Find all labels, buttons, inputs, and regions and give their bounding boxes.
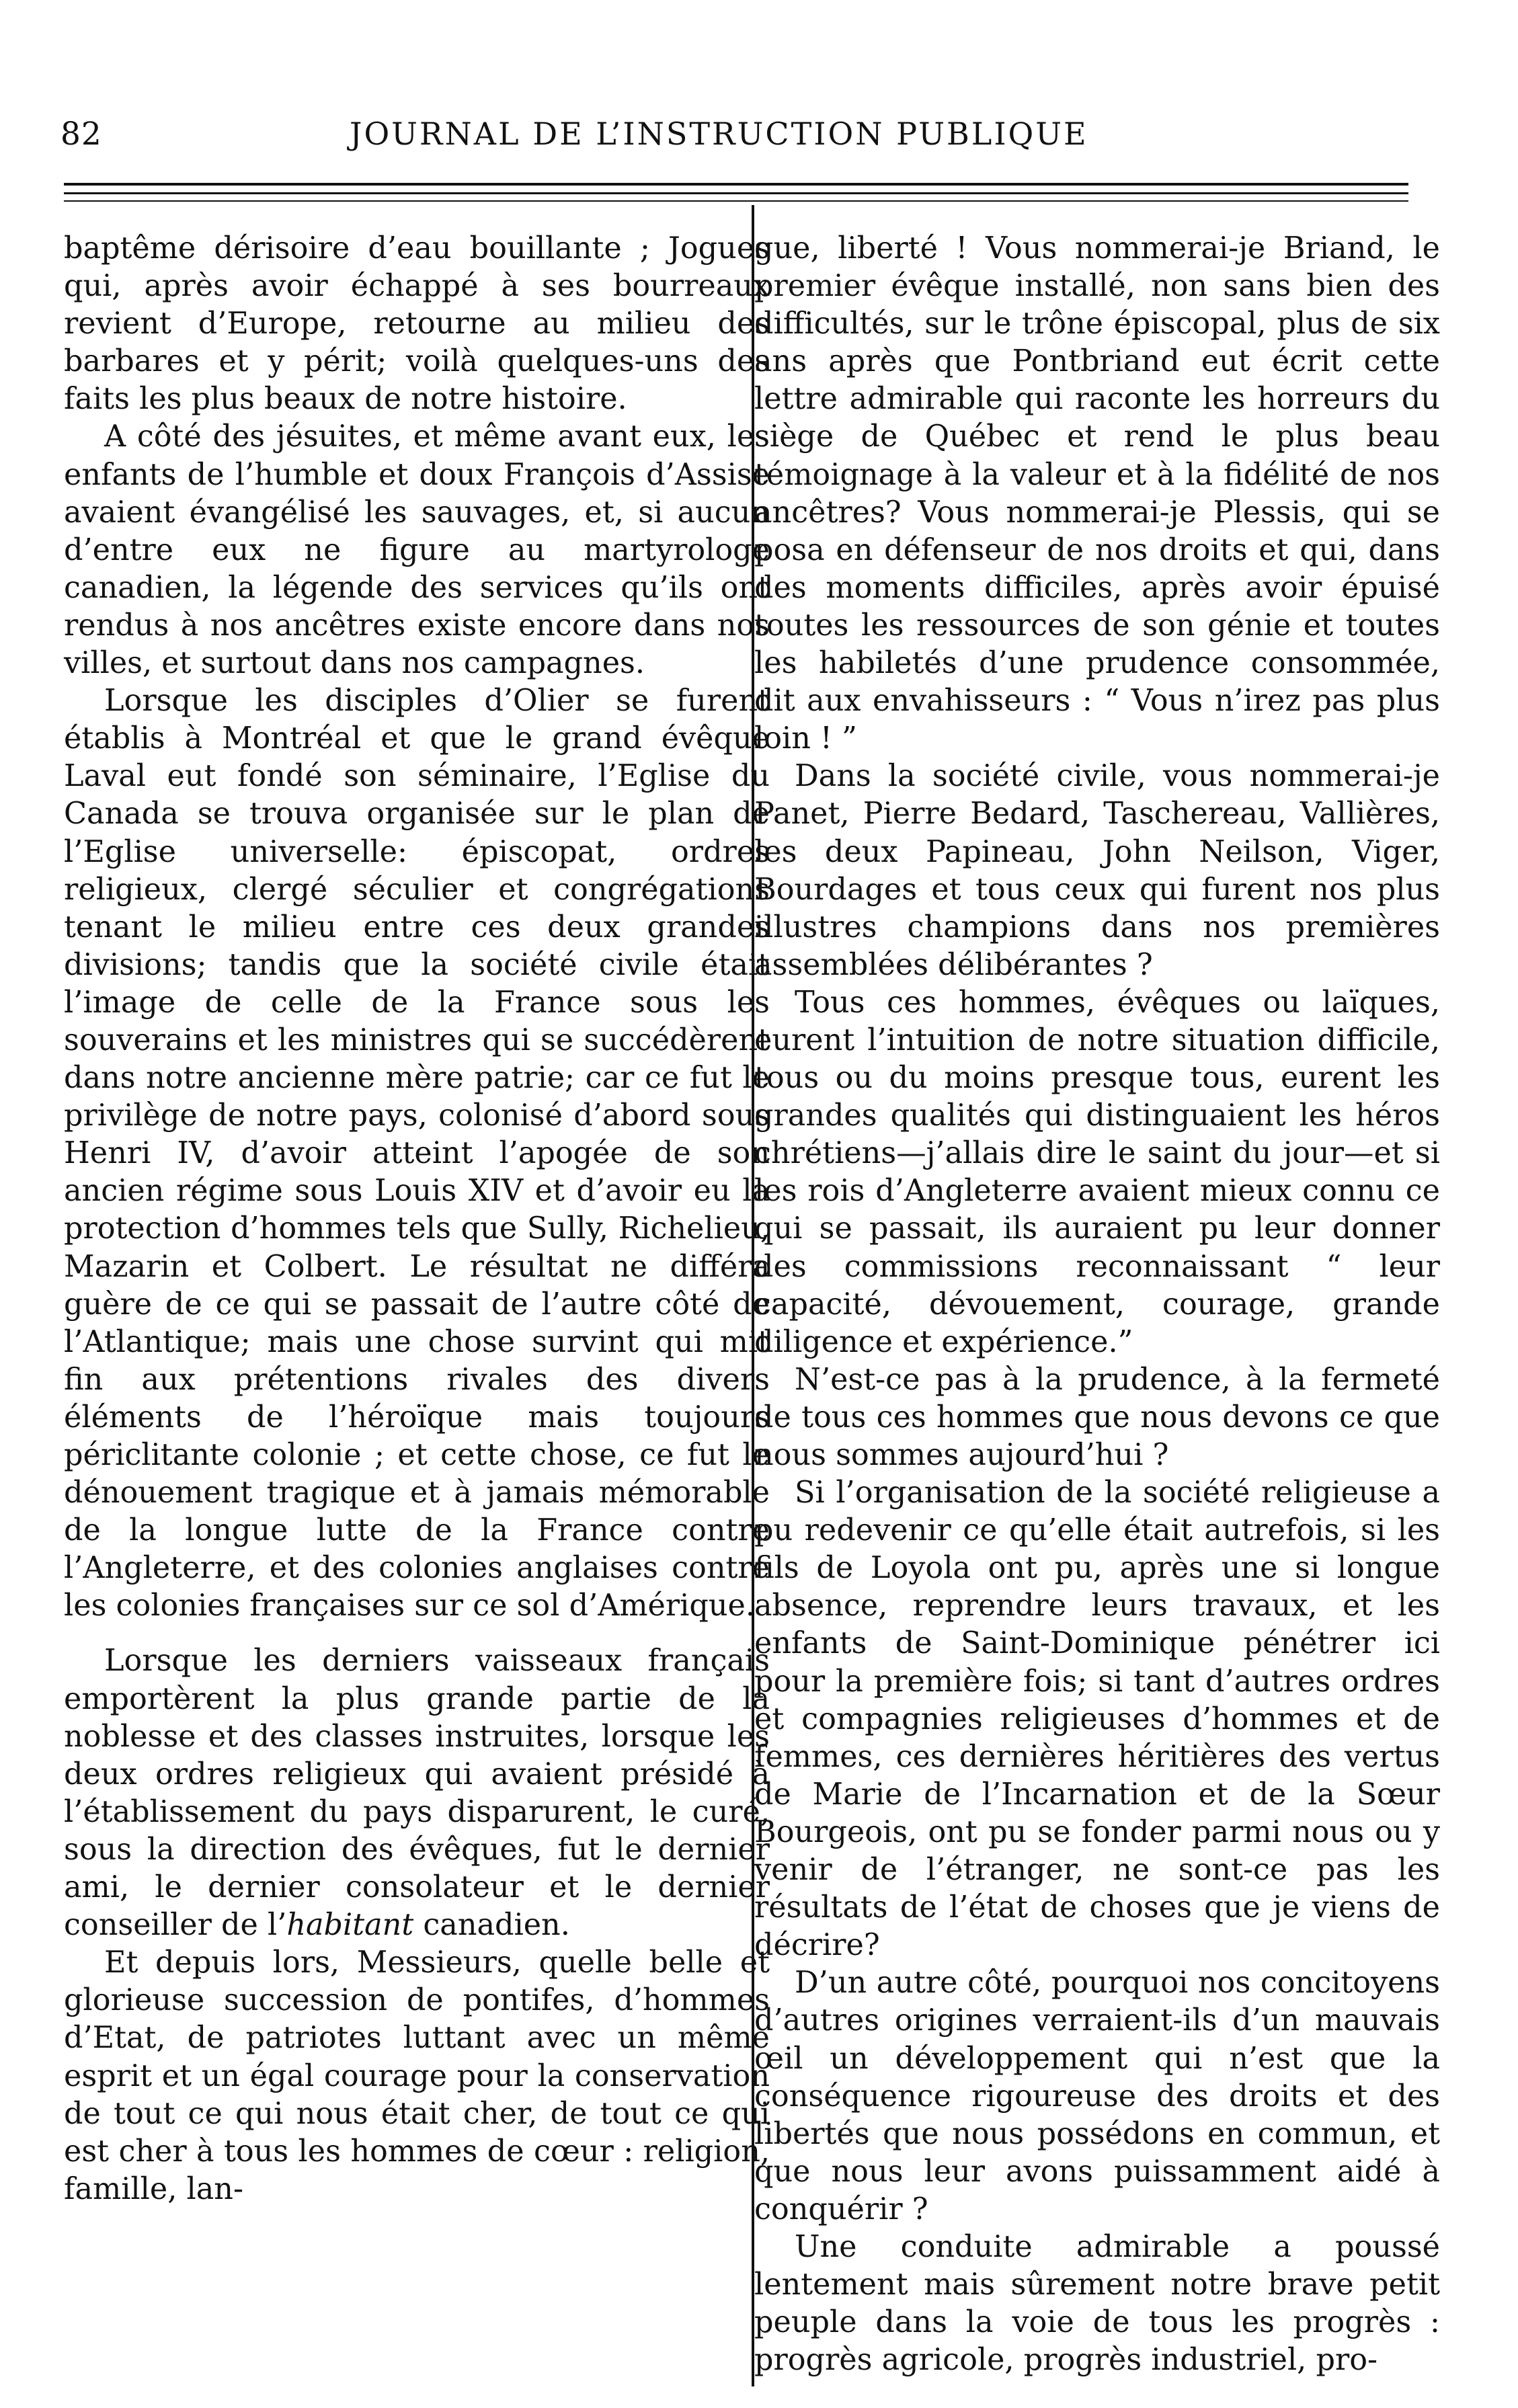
page-number: 82 — [61, 116, 102, 153]
paragraph-text: Lorsque les derniers vaisseaux français emportèrent la plus grande partie de la noblesse et des classes instruites, lorsque les deux ordres religieux qui avaient présidé à l’établissement du pays disparurent, le curé, sous la direction des évêques, fut le dernier ami, le dernier consolateur et le dernier conseiller de l’ — [64, 1644, 770, 1943]
paragraph: A côté des jésuites, et même avant eux, les enfants de l’humble et doux François d’Assise avaient évangélisé les sauvages, et, si aucun d’entre eux ne figure au martyrologe canadien, la légende des services qu’ils ont rendus à nos ancêtres existe encore dans nos villes, et surtout dans nos campagnes. — [64, 419, 770, 681]
running-title: JOURNAL DE L’INSTRUCTION PUBLIQUE — [350, 116, 1088, 152]
page-header — [61, 116, 1412, 169]
paragraph: gue, liberté ! Vous nommerai-je Briand, le premier évêque installé, non sans bien des difficultés, sur le trône épiscopal, plus de six ans après que Pontbriand eut écrit cette lettre admirable qui raconte les horreurs du siège de Québec et rend le plus beau témoignage à la valeur et à la fidélité de nos ancêtres? Vous nommerai-je Plessis, qui se posa en défenseur de nos droits et qui, dans des moments difficiles, après avoir épuisé toutes les ressources de son génie et toutes les habiletés d’une prudence consommée, dit aux envahisseurs : “ Vous n’irez pas plus loin ! ” — [754, 231, 1440, 756]
paragraph: Tous ces hommes, évêques ou laïques, eurent l’intuition de notre situation difficile, tous ou du moins presque tous, eurent les grandes qualités qui distinguaient les héros chrétiens—j’allais dire le saint du jour—et si les rois d’Angleterre avaient mieux connu ce qui se passait, ils auraient pu leur donner des commissions reconnaissant “ leur capacité, dévouement, courage, grande diligence et expérience.” — [754, 985, 1440, 1359]
paragraph: Lorsque les disciples d’Olier se furent établis à Montréal et que le grand évêque Laval eut fondé son séminaire, l’Eglise du Canada se trouva organisée sur le plan de l’Eglise universelle: épiscopat, ordres religieux, clergé séculier et congrégations tenant le milieu entre ces deux grandes divisions; tandis que la société civile était l’image de celle de la France sous les souverains et les ministres qui se succédèrent dans notre ancienne mère patrie; car ce fut le privilège de notre pays, colonisé d’abord sous Henri IV, d’avoir atteint l’apogée de son ancien régime sous Louis XIV et d’avoir eu la protection d’hommes tels que Sully, Richelieu, Mazarin et Colbert. Le résultat ne différa guère de ce qui se passait de l’autre côté de l’Atlantique; mais une chose survint qui mit fin aux prétentions rivales des divers éléments de l’héroïque mais toujours périclitante colonie ; et cette chose, ce fut le dénouement tragique et à jamais mémorable de la longue lutte de la France contre l’Angleterre, et des colonies anglaises contre les colonies françaises sur ce sol d’Amérique. — [64, 684, 770, 1623]
paragraph — [64, 1642, 770, 1944]
paragraph: Dans la société civile, vous nommerai-je Panet, Pierre Bedard, Taschereau, Vallières, les deux Papineau, John Neilson, Viger, Bourdages et tous ceux qui furent nos plus illustres champions dans nos premières assemblées délibérantes ? — [754, 759, 1440, 982]
header-rule — [64, 192, 1408, 194]
paragraph: N’est-ce pas à la prudence, à la fermeté de tous ces hommes que nous devons ce que nous sommes aujourd’hui ? — [754, 1362, 1440, 1472]
italic-term: habitant — [286, 1908, 414, 1943]
right-column — [754, 230, 1440, 2379]
paragraph: D’un autre côté, pourquoi nos concitoyens d’autres origines verraient-ils d’un mauvais œil un développement qui n’est que la conséquence rigoureuse des droits et des libertés que nous possédons en commun, et que nous leur avons puissamment aidé à conquérir ? — [754, 1966, 1440, 2226]
header-rule — [64, 183, 1408, 186]
left-column — [64, 230, 770, 2208]
header-rule — [64, 200, 1408, 202]
paragraph-text: canadien. — [413, 1908, 570, 1943]
paragraph: Une conduite admirable a poussé lentement mais sûrement notre brave petit peuple dans la voie de tous les progrès : progrès agricole, progrès industriel, pro- — [754, 2229, 1440, 2378]
paragraph: Et depuis lors, Messieurs, quelle belle et glorieuse succession de pontifes, d’hommes d’Etat, de patriotes luttant avec un même esprit et un égal courage pour la conservation de tout ce qui nous était cher, de tout ce qui est cher à tous les hommes de cœur : religion, famille, lan- — [64, 1945, 770, 2206]
paragraph: baptême dérisoire d’eau bouillante ; Jogues qui, après avoir échappé à ses bourreaux revient d’Europe, retourne au milieu des barbares et y périt; voilà quelques-uns des faits les plus beaux de notre histoire. — [64, 231, 770, 417]
paragraph: Si l’organisation de la société religieuse a pu redevenir ce qu’elle était autrefois, si les fils de Loyola ont pu, après une si longue absence, reprendre leurs travaux, et les enfants de Saint-Dominique pénétrer ici pour la première fois; si tant d’autres ordres et compagnies religieuses d’hommes et de femmes, ces dernières héritières des vertus de Marie de l’Incarnation et de la Sœur Bourgeois, ont pu se fonder parmi nous ou y venir de l’étranger, ne sont-ce pas les résultats de l’état de choses que je viens de décrire? — [754, 1476, 1440, 1963]
